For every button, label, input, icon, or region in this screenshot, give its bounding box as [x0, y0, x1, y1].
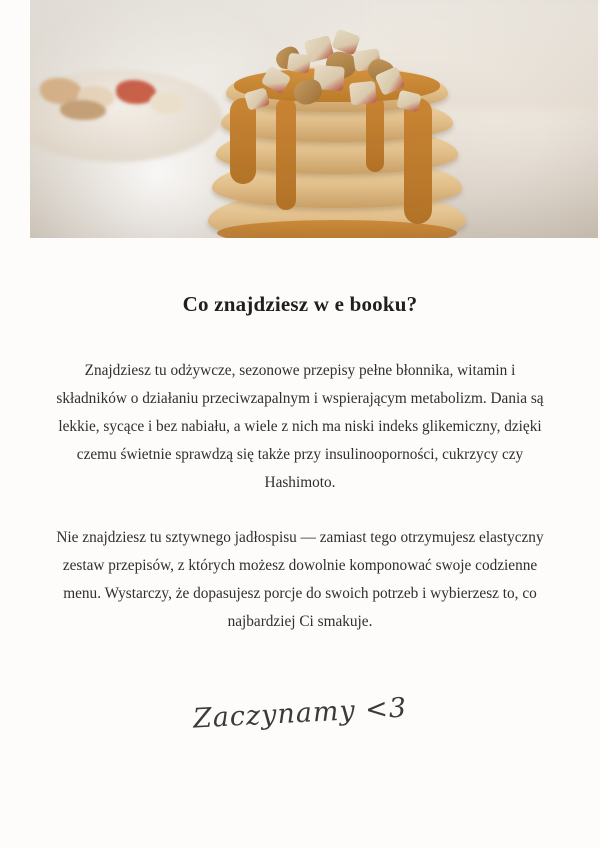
syrup-drip [366, 96, 384, 172]
syrup-drip [230, 98, 256, 184]
background-fruit [60, 100, 106, 120]
pancake-stack [202, 34, 472, 238]
paragraph: Znajdziesz tu odżywcze, sezonowe przepisy pełne błonnika, witamin i składników o działaniu przeciwzapalnym i wspierającym metabolizm. Dania są lekkie, sycące i bez nabiału, a wiele z nich ma niski indeks glikemiczny, dzięki czemu świetnie sprawdzą się także przy insulinooporności, cukrzycy czy Hashimoto. [56, 362, 544, 491]
signature [56, 685, 545, 741]
content-area [0, 292, 600, 735]
signature-text: Zaczynamy <3 [192, 692, 408, 735]
apple-topping [287, 53, 311, 74]
background-fruit [150, 92, 184, 114]
hero-image [30, 0, 598, 238]
paragraph: Nie znajdziesz tu sztywnego jadłospisu — zamiast tego otrzymujesz elastyczny zestaw przepisów, z których możesz dowolnie komponować swoje codzienne menu. Wystarczy, że dopasujesz porcje do swoich potrzeb i wybierzesz to, co najbardziej Ci smakuje. [56, 529, 544, 630]
syrup-drip [276, 98, 296, 210]
body-text [56, 357, 544, 636]
syrup-drip [404, 98, 432, 224]
apple-topping [349, 81, 377, 106]
page-title: Co znajdziesz w e booku? [182, 292, 418, 316]
